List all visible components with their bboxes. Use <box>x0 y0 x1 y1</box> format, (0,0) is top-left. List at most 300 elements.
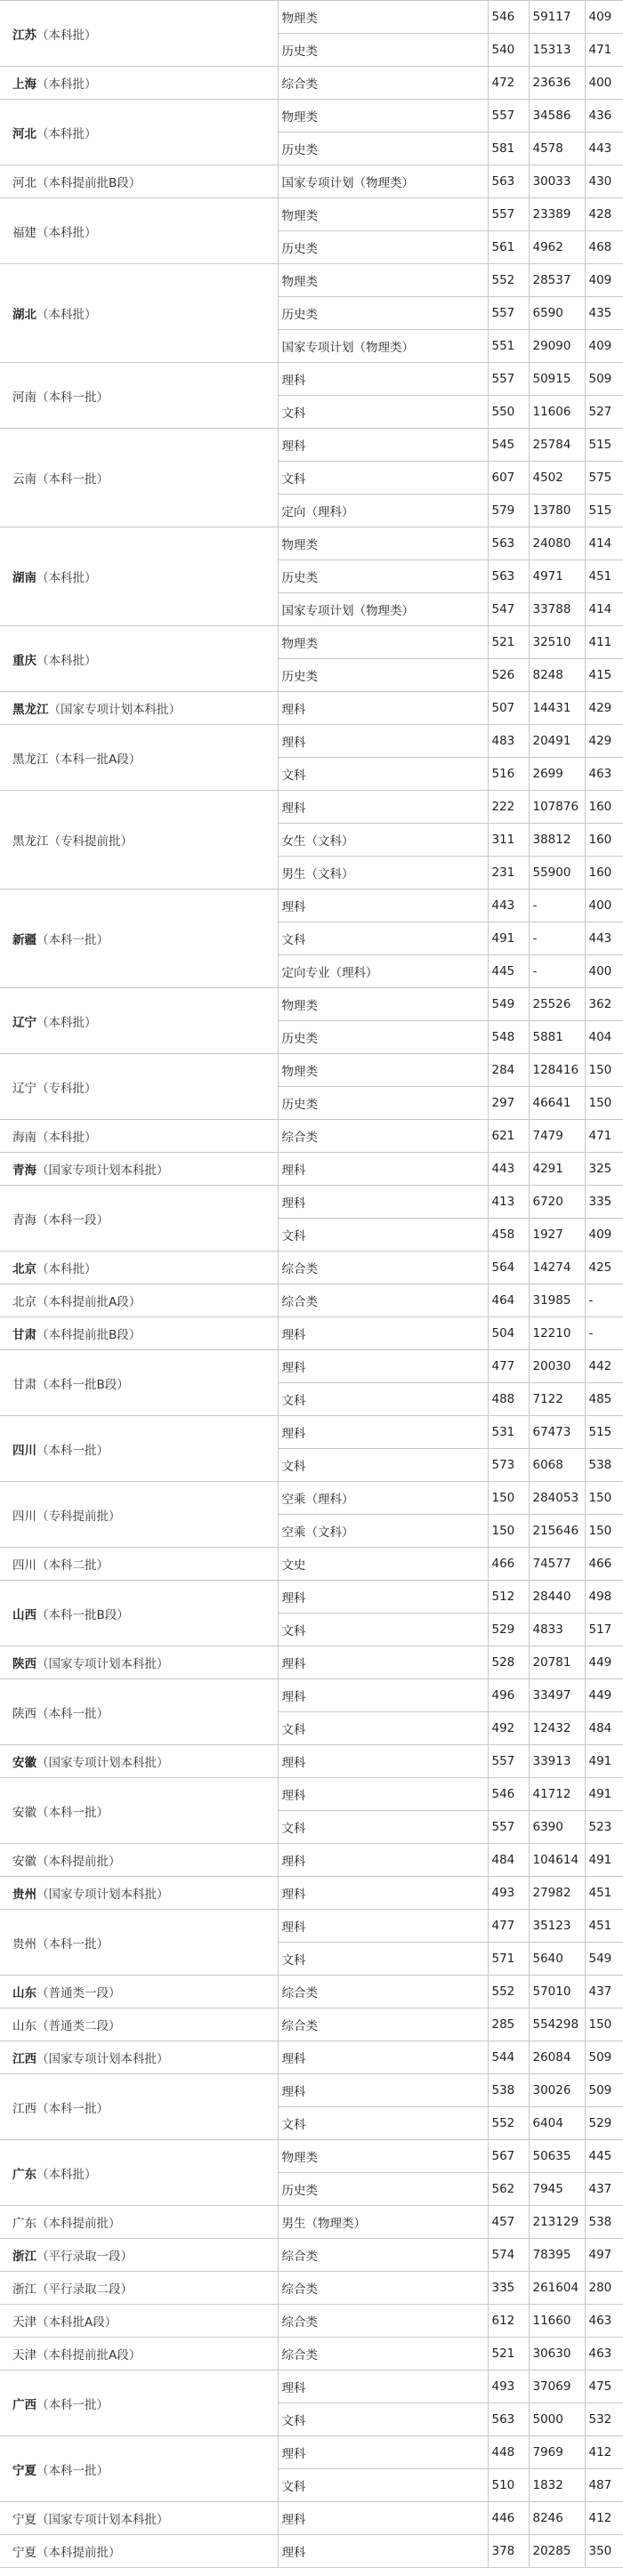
rank-cell: 27982 <box>529 1877 585 1910</box>
control-line-cell: 485 <box>585 1383 623 1416</box>
table-row <box>0 2041 623 2074</box>
province-name: 河南 <box>12 390 36 405</box>
province-cell <box>0 264 278 363</box>
batch-name: （本科批） <box>36 1131 97 1145</box>
score-cell: 492 <box>488 1712 529 1745</box>
province-name: 辽宁 <box>12 1015 36 1030</box>
table-row <box>0 1054 623 1087</box>
rank-cell: - <box>529 890 585 922</box>
province-name: 福建 <box>12 225 36 240</box>
rank-cell: 128416 <box>529 1054 585 1087</box>
score-cell: 464 <box>488 1284 529 1317</box>
control-line-cell: 150 <box>585 1087 623 1120</box>
batch-name: （国家专项计划本科批） <box>36 1756 169 1770</box>
rank-cell: 15313 <box>529 34 585 67</box>
rank-cell: 4502 <box>529 462 585 495</box>
province-cell <box>0 198 278 264</box>
table-row <box>0 2535 623 2568</box>
table-row <box>0 725 623 758</box>
province-name: 青海 <box>12 1212 36 1228</box>
rank-cell: 6590 <box>529 297 585 330</box>
category-cell: 物理类 <box>278 626 488 659</box>
table-row <box>0 2008 623 2041</box>
score-cell: 335 <box>488 2272 529 2305</box>
rank-cell: 37069 <box>529 2371 585 2403</box>
rank-cell: 38812 <box>529 824 585 857</box>
control-line-cell: 575 <box>585 462 623 495</box>
score-cell: 551 <box>488 330 529 363</box>
category-cell: 文科 <box>278 758 488 791</box>
rank-cell: 67473 <box>529 1416 585 1449</box>
control-line-cell: 409 <box>585 1219 623 1252</box>
province-cell <box>0 1252 278 1284</box>
batch-name: （本科一段） <box>36 1212 109 1228</box>
control-line-cell: 362 <box>585 988 623 1021</box>
score-cell: 563 <box>488 165 529 198</box>
control-line-cell: 517 <box>585 1614 623 1646</box>
province-cell <box>0 100 278 165</box>
table-row <box>0 2338 623 2371</box>
batch-name: （本科提前批B段） <box>36 1328 142 1342</box>
control-line-cell: 400 <box>585 67 623 100</box>
province-name: 浙江 <box>12 2282 36 2297</box>
province-name: 天津 <box>12 2315 36 2330</box>
province-name: 浙江 <box>12 2250 36 2264</box>
control-line-cell: 549 <box>585 1943 623 1976</box>
score-cell: 521 <box>488 2338 529 2371</box>
province-cell <box>0 2008 278 2041</box>
batch-name: （本科一批B段） <box>36 1377 129 1392</box>
control-line-cell: 412 <box>585 2436 623 2469</box>
control-line-cell: 538 <box>585 1449 623 1482</box>
category-cell: 综合类 <box>278 1252 488 1284</box>
category-cell: 理科 <box>278 1778 488 1811</box>
province-cell <box>0 2272 278 2305</box>
batch-name: （本科批） <box>36 2167 97 2182</box>
rank-cell: 30033 <box>529 165 585 198</box>
batch-name: （本科提前批） <box>36 2546 121 2560</box>
control-line-cell: 335 <box>585 1186 623 1219</box>
rank-cell: 33497 <box>529 1679 585 1712</box>
control-line-cell: 463 <box>585 758 623 791</box>
rank-cell: 261604 <box>529 2272 585 2305</box>
category-cell: 理科 <box>278 1416 488 1449</box>
batch-name: （专科提前批） <box>36 1509 121 1524</box>
score-cell: 563 <box>488 560 529 593</box>
table-row <box>0 1581 623 1614</box>
table-row <box>0 890 623 922</box>
province-cell <box>0 363 278 429</box>
control-line-cell: 412 <box>585 2502 623 2535</box>
batch-name: （专科提前批） <box>48 834 133 849</box>
score-cell: 540 <box>488 34 529 67</box>
province-name: 江西 <box>12 2101 36 2116</box>
batch-name: （本科提前批B段） <box>36 176 142 190</box>
batch-name: （本科批） <box>36 571 97 585</box>
category-cell: 综合类 <box>278 1120 488 1153</box>
score-cell: 491 <box>488 922 529 955</box>
batch-name: （本科一批） <box>36 472 109 487</box>
score-cell: 457 <box>488 2206 529 2239</box>
rank-cell: 20781 <box>529 1646 585 1679</box>
category-cell: 理科 <box>278 1350 488 1383</box>
category-cell: 物理类 <box>278 100 488 133</box>
control-line-cell: 463 <box>585 2338 623 2371</box>
control-line-cell: 449 <box>585 1679 623 1712</box>
rank-cell: 50635 <box>529 2140 585 2173</box>
category-cell: 历史类 <box>278 659 488 692</box>
batch-name: （国家专项计划本科批） <box>36 1888 169 1902</box>
province-name: 广东 <box>12 2167 36 2182</box>
province-cell <box>0 1877 278 1910</box>
control-line-cell: 491 <box>585 1745 623 1778</box>
control-line-cell: 451 <box>585 560 623 593</box>
score-cell: 484 <box>488 1844 529 1877</box>
batch-name: （专科批） <box>36 1081 97 1096</box>
control-line-cell: 150 <box>585 1515 623 1548</box>
score-cell: 458 <box>488 1219 529 1252</box>
category-cell: 理科 <box>278 2436 488 2469</box>
category-cell: 理科 <box>278 791 488 824</box>
rank-cell: 4833 <box>529 1614 585 1646</box>
province-name: 新疆 <box>12 933 36 947</box>
score-cell: 472 <box>488 67 529 100</box>
batch-name: （本科一批） <box>36 2397 109 2412</box>
batch-name: （本科批） <box>36 28 97 43</box>
province-cell <box>0 2206 278 2239</box>
category-cell: 空乘（理科） <box>278 1482 488 1515</box>
control-line-cell: 443 <box>585 922 623 955</box>
category-cell: 物理类 <box>278 264 488 297</box>
category-cell: 综合类 <box>278 1284 488 1317</box>
rank-cell: 7969 <box>529 2436 585 2469</box>
province-cell <box>0 1153 278 1186</box>
score-cell: 516 <box>488 758 529 791</box>
control-line-cell: 491 <box>585 1778 623 1811</box>
table-row <box>0 1153 623 1186</box>
rank-cell: 30026 <box>529 2074 585 2107</box>
rank-cell: 78395 <box>529 2239 585 2272</box>
batch-name: （本科一批B段） <box>36 1607 129 1622</box>
rank-cell: 26084 <box>529 2041 585 2074</box>
rank-cell: 2699 <box>529 758 585 791</box>
category-cell: 综合类 <box>278 2272 488 2305</box>
control-line-cell: 468 <box>585 231 623 264</box>
control-line-cell: 150 <box>585 1482 623 1515</box>
province-name: 安徽 <box>12 1805 36 1820</box>
batch-name: （本科提前批A段） <box>36 2348 142 2363</box>
control-line-cell: 409 <box>585 330 623 363</box>
score-cell: 548 <box>488 1021 529 1054</box>
table-row <box>0 2140 623 2173</box>
category-cell: 男生（物理类） <box>278 2206 488 2239</box>
score-cell: 512 <box>488 1581 529 1614</box>
province-name: 山东 <box>12 2019 36 2033</box>
category-cell: 定向（理科） <box>278 495 488 527</box>
score-cell: 477 <box>488 1350 529 1383</box>
score-cell: 311 <box>488 824 529 857</box>
province-name: 湖北 <box>12 308 36 322</box>
category-cell: 文科 <box>278 396 488 429</box>
category-cell: 理科 <box>278 1581 488 1614</box>
control-line-cell: 409 <box>585 1 623 34</box>
province-cell <box>0 791 278 890</box>
rank-cell: 74577 <box>529 1548 585 1581</box>
rank-cell: 554298 <box>529 2008 585 2041</box>
rank-cell: 55900 <box>529 857 585 890</box>
province-name: 陕西 <box>12 1657 36 1671</box>
score-cell: 507 <box>488 692 529 725</box>
rank-cell: 20030 <box>529 1350 585 1383</box>
province-cell <box>0 1482 278 1548</box>
score-cell: 284 <box>488 1054 529 1087</box>
score-cell: 150 <box>488 1515 529 1548</box>
score-cell: 526 <box>488 659 529 692</box>
table-row <box>0 429 623 462</box>
province-name: 北京 <box>12 1262 36 1276</box>
rank-cell: 4291 <box>529 1153 585 1186</box>
rank-cell: 20491 <box>529 725 585 758</box>
province-cell <box>0 1581 278 1646</box>
rank-cell: 7945 <box>529 2173 585 2206</box>
control-line-cell: 160 <box>585 824 623 857</box>
province-name: 山西 <box>12 1607 36 1622</box>
province-name: 四川 <box>12 1509 36 1524</box>
score-cell: 612 <box>488 2305 529 2338</box>
rank-cell: 4971 <box>529 560 585 593</box>
rank-cell: 5881 <box>529 1021 585 1054</box>
province-cell <box>0 67 278 100</box>
category-cell: 历史类 <box>278 2173 488 2206</box>
province-name: 安徽 <box>12 1756 36 1770</box>
control-line-cell: 411 <box>585 626 623 659</box>
score-cell: 510 <box>488 2469 529 2502</box>
rank-cell: 57010 <box>529 1976 585 2008</box>
rank-cell: 284053 <box>529 1482 585 1515</box>
province-name: 四川 <box>12 1443 36 1458</box>
control-line-cell: 538 <box>585 2206 623 2239</box>
province-cell <box>0 2239 278 2272</box>
table-row <box>0 1120 623 1153</box>
score-cell: 477 <box>488 1910 529 1943</box>
province-name: 北京 <box>12 1295 36 1309</box>
province-name: 湖南 <box>12 571 36 585</box>
category-cell: 定向专业（理科） <box>278 955 488 988</box>
control-line-cell: 160 <box>585 791 623 824</box>
province-cell <box>0 2436 278 2502</box>
score-cell: 573 <box>488 1449 529 1482</box>
category-cell: 历史类 <box>278 1021 488 1054</box>
rank-cell: 13780 <box>529 495 585 527</box>
rank-cell: 8246 <box>529 2502 585 2535</box>
score-cell: 531 <box>488 1416 529 1449</box>
control-line-cell: 436 <box>585 100 623 133</box>
control-line-cell: 509 <box>585 2041 623 2074</box>
province-name: 宁夏 <box>12 2546 36 2560</box>
province-cell <box>0 2140 278 2206</box>
category-cell: 物理类 <box>278 988 488 1021</box>
province-cell <box>0 1317 278 1350</box>
control-line-cell: 532 <box>585 2403 623 2436</box>
control-line-cell: 414 <box>585 527 623 560</box>
table-row <box>0 2272 623 2305</box>
batch-name: （本科提前批） <box>36 2217 121 2231</box>
category-cell: 理科 <box>278 2371 488 2403</box>
control-line-cell: 435 <box>585 297 623 330</box>
control-line-cell: 509 <box>585 2074 623 2107</box>
rank-cell: 4962 <box>529 231 585 264</box>
rank-cell: 7122 <box>529 1383 585 1416</box>
rank-cell: 33913 <box>529 1745 585 1778</box>
control-line-cell: 487 <box>585 2469 623 2502</box>
category-cell: 理科 <box>278 2074 488 2107</box>
score-cell: 550 <box>488 396 529 429</box>
category-cell: 综合类 <box>278 2008 488 2041</box>
province-name: 江西 <box>12 2052 36 2066</box>
category-cell: 理科 <box>278 1910 488 1943</box>
rank-cell: 23636 <box>529 67 585 100</box>
control-line-cell: 350 <box>585 2535 623 2568</box>
category-cell: 理科 <box>278 363 488 396</box>
rank-cell: 14431 <box>529 692 585 725</box>
province-cell <box>0 725 278 791</box>
table-row <box>0 1416 623 1449</box>
province-cell <box>0 1679 278 1745</box>
batch-name: （本科批） <box>36 308 97 322</box>
rank-cell: 29090 <box>529 330 585 363</box>
rank-cell: 50915 <box>529 363 585 396</box>
table-row <box>0 198 623 231</box>
rank-cell: 31985 <box>529 1284 585 1317</box>
batch-name: （本科提前批） <box>36 1855 121 1869</box>
province-cell <box>0 527 278 626</box>
rank-cell: 32510 <box>529 626 585 659</box>
province-cell <box>0 1284 278 1317</box>
score-cell: 538 <box>488 2074 529 2107</box>
control-line-cell: 491 <box>585 1844 623 1877</box>
rank-cell: 11606 <box>529 396 585 429</box>
batch-name: （本科一批） <box>36 933 109 947</box>
rank-cell: 35123 <box>529 1910 585 1943</box>
province-name: 辽宁 <box>12 1081 36 1096</box>
control-line-cell: 466 <box>585 1548 623 1581</box>
rank-cell: 7479 <box>529 1120 585 1153</box>
score-cell: 607 <box>488 462 529 495</box>
score-cell: 466 <box>488 1548 529 1581</box>
province-name: 安徽 <box>12 1855 36 1869</box>
province-cell <box>0 2041 278 2074</box>
control-line-cell: 409 <box>585 264 623 297</box>
category-cell: 理科 <box>278 1745 488 1778</box>
category-cell: 文科 <box>278 1811 488 1844</box>
score-cell: 552 <box>488 2107 529 2140</box>
control-line-cell: 527 <box>585 396 623 429</box>
category-cell: 理科 <box>278 725 488 758</box>
score-cell: 378 <box>488 2535 529 2568</box>
table-row <box>0 2502 623 2535</box>
province-cell <box>0 1646 278 1679</box>
rank-cell: 24080 <box>529 527 585 560</box>
control-line-cell: - <box>585 1317 623 1350</box>
category-cell: 理科 <box>278 1186 488 1219</box>
rank-cell: 23389 <box>529 198 585 231</box>
control-line-cell: 515 <box>585 429 623 462</box>
control-line-cell: 451 <box>585 1910 623 1943</box>
control-line-cell: 325 <box>585 1153 623 1186</box>
table-row <box>0 1679 623 1712</box>
score-cell: 297 <box>488 1087 529 1120</box>
table-row <box>0 2436 623 2469</box>
score-cell: 567 <box>488 2140 529 2173</box>
control-line-cell: 471 <box>585 1120 623 1153</box>
category-cell: 理科 <box>278 1877 488 1910</box>
score-cell: 546 <box>488 1 529 34</box>
province-cell <box>0 2371 278 2436</box>
province-cell <box>0 890 278 988</box>
province-cell <box>0 1745 278 1778</box>
province-name: 海南 <box>12 1131 36 1145</box>
control-line-cell: 515 <box>585 495 623 527</box>
score-cell: 150 <box>488 1482 529 1515</box>
table-row <box>0 1844 623 1877</box>
batch-name: （本科一批） <box>36 2463 109 2478</box>
table-row <box>0 1482 623 1515</box>
batch-name: （本科一批） <box>36 1706 109 1721</box>
score-cell: 552 <box>488 264 529 297</box>
batch-name: （本科提前批A段） <box>36 1295 142 1309</box>
province-name: 青海 <box>12 1163 36 1178</box>
province-name: 重庆 <box>12 653 36 668</box>
control-line-cell: 471 <box>585 34 623 67</box>
category-cell: 文科 <box>278 2403 488 2436</box>
category-cell: 历史类 <box>278 231 488 264</box>
batch-name: （本科一批） <box>36 1805 109 1820</box>
province-cell <box>0 165 278 198</box>
category-cell: 综合类 <box>278 2239 488 2272</box>
batch-name: （平行录取一段） <box>36 2250 133 2264</box>
batch-name: （平行录取二段） <box>36 2282 133 2297</box>
category-cell: 历史类 <box>278 1087 488 1120</box>
table-row <box>0 1745 623 1778</box>
control-line-cell: 509 <box>585 363 623 396</box>
province-cell <box>0 988 278 1054</box>
control-line-cell: 160 <box>585 857 623 890</box>
score-cell: 285 <box>488 2008 529 2041</box>
province-cell <box>0 1120 278 1153</box>
batch-name: （本科一批） <box>36 1936 109 1952</box>
province-name: 广东 <box>12 2217 36 2231</box>
score-cell: 579 <box>488 495 529 527</box>
province-name: 山东 <box>12 1986 36 2000</box>
batch-name: （本科一批A段） <box>48 752 142 767</box>
province-cell <box>0 1548 278 1581</box>
rank-cell: - <box>529 922 585 955</box>
province-cell <box>0 692 278 725</box>
score-cell: 546 <box>488 1778 529 1811</box>
batch-name: （国家专项计划本科批） <box>36 1163 169 1178</box>
control-line-cell: 449 <box>585 1646 623 1679</box>
batch-name: （本科一批） <box>36 2101 109 2116</box>
rank-cell: 215646 <box>529 1515 585 1548</box>
score-cell: 621 <box>488 1120 529 1153</box>
batch-name: （普通类一段） <box>36 1986 121 2000</box>
category-cell: 物理类 <box>278 527 488 560</box>
province-name: 四川 <box>12 1558 36 1573</box>
score-cell: 557 <box>488 100 529 133</box>
score-cell: 563 <box>488 527 529 560</box>
control-line-cell: 415 <box>585 659 623 692</box>
score-cell: 493 <box>488 2371 529 2403</box>
